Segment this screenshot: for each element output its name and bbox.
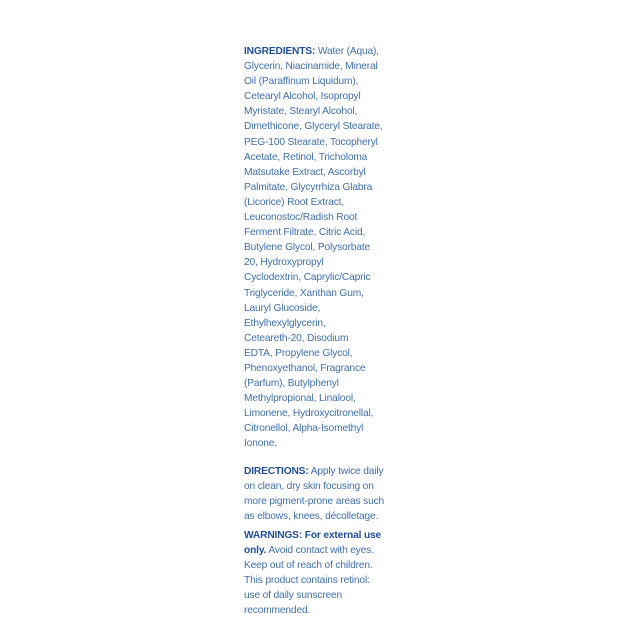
ingredients-line-0: INGREDIENTS: Water (Aqua),	[244, 46, 379, 57]
ingredients-line: Matsutake Extract, Ascorbyl	[244, 166, 366, 178]
ingredients-line: Ethylhexylglycerin,	[244, 317, 326, 329]
ingredients-line: Oil (Paraffinum Liquidum),	[244, 76, 359, 88]
ingredients-section	[244, 44, 400, 452]
warnings-line-0: WARNINGS: For external use	[244, 529, 382, 541]
ingredients-line: Cetearyl Alcohol, Isopropyl	[244, 91, 361, 103]
ingredients-heading: INGREDIENTS:	[244, 46, 316, 57]
ingredients-line: Lauryl Glucoside,	[244, 302, 321, 314]
ingredients-line: Dimethicone, Glyceryl Stearate,	[244, 121, 383, 133]
directions-line: as elbows, knees, décolletage.	[244, 510, 379, 522]
warnings-section	[244, 528, 400, 619]
warnings-line: use of daily sunscreen	[244, 590, 343, 602]
ingredients-line: Phenoxyethanol, Fragrance	[244, 362, 366, 374]
warnings-line: recommended.	[244, 605, 311, 617]
ingredients-line: (Licorice) Root Extract,	[244, 196, 345, 208]
ingredients-line: Methylpropional, Linalool,	[244, 393, 356, 405]
directions-line: on clean, dry skin focusing on	[244, 480, 374, 492]
ingredients-line: Triglyceride, Xanthan Gum,	[244, 287, 364, 299]
ingredients-line: Ceteareth-20, Disodium	[244, 332, 349, 344]
ingredients-line: Cyclodextrin, Caprylic/Capric	[244, 272, 371, 284]
ingredients-line: Myristate, Stearyl Alcohol,	[244, 106, 358, 118]
directions-line-0: DIRECTIONS: Apply twice daily	[244, 465, 384, 477]
warnings-line: Keep out of reach of children.	[244, 560, 373, 572]
ingredients-line: Butylene Glycol, Polysorbate	[244, 242, 371, 254]
directions-heading: DIRECTIONS:	[244, 465, 309, 477]
warnings-heading: WARNINGS:	[244, 529, 303, 541]
directions-line: more pigment-prone areas such	[244, 495, 385, 507]
ingredients-line: Ferment Filtrate, Citric Acid,	[244, 227, 366, 239]
warnings-line: This product contains retinol:	[244, 575, 370, 587]
warnings-line-1: only. Avoid contact with eyes.	[244, 545, 374, 556]
ingredients-line: Glycerin, Niacinamide, Mineral	[244, 61, 378, 73]
directions-section	[244, 464, 400, 524]
ingredients-line: Leuconostoc/Radish Root	[244, 212, 358, 224]
ingredients-line: Citronellol, Alpha-Isomethyl	[244, 423, 364, 435]
ingredients-line: EDTA, Propylene Glycol,	[244, 347, 353, 359]
ingredients-line: 20, Hydroxypropyl	[244, 257, 324, 269]
product-label-panel	[244, 44, 400, 618]
ingredients-line: Ionone.	[244, 438, 277, 450]
ingredients-line: PEG-100 Stearate, Tocopheryl	[244, 136, 378, 148]
ingredients-line: Limonene, Hydroxycitronellal,	[244, 408, 374, 420]
ingredients-line: (Parfum), Butylphenyl	[244, 378, 339, 390]
ingredients-line: Palmitate, Glycyrrhiza Glabra	[244, 181, 373, 193]
ingredients-line: Acetate, Retinol, Tricholoma	[244, 151, 368, 163]
